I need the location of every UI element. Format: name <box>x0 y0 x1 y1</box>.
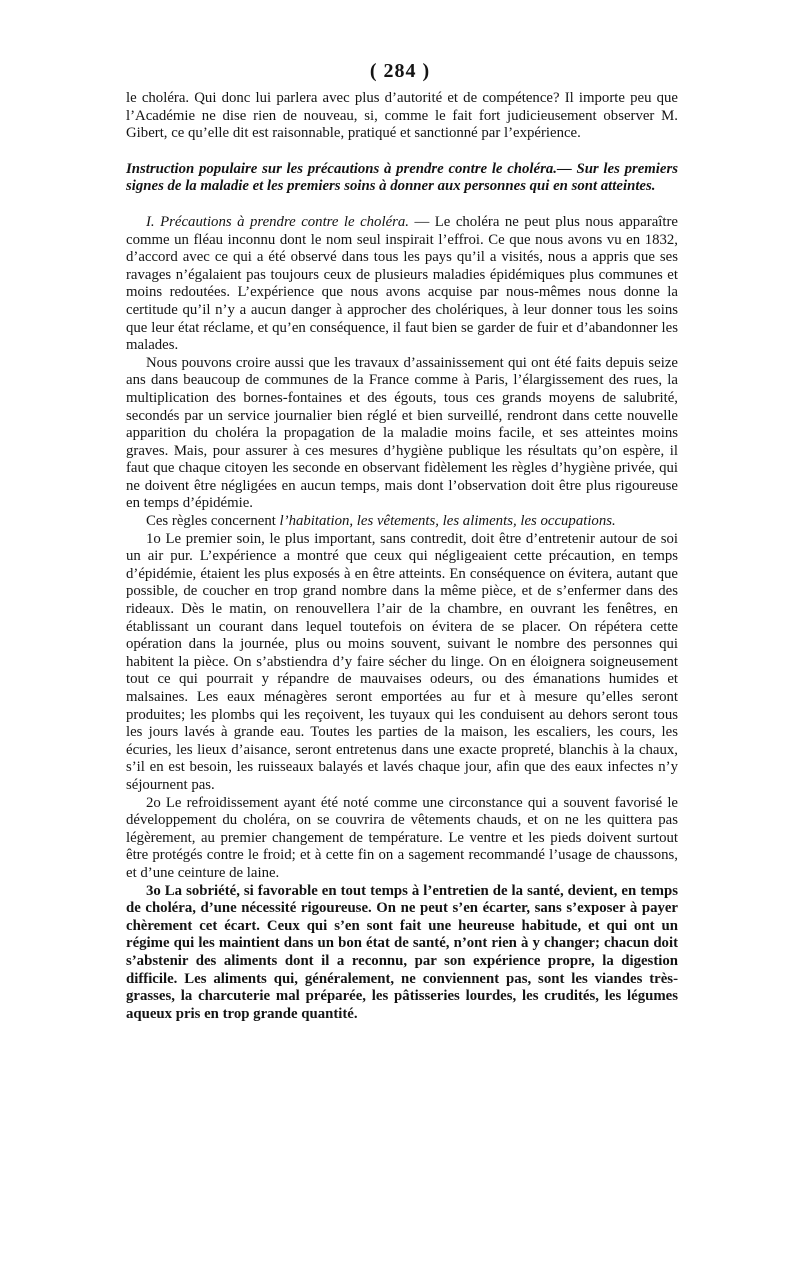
page-body <box>126 90 678 1023</box>
regles-paragraph <box>126 513 678 531</box>
spacer <box>126 196 678 214</box>
opening-paragraph: le choléra. Qui donc lui parlera avec plus d’autorité et de compétence? Il importe peu que l’Académie ne dise rien de nouveau, si, comme le fait fort judicieusement observer M. Gibert, ce qu’elle dit est raisonnable, pratiqué et sanctionné par l’expérience. <box>126 90 678 142</box>
regles-italic: l’habitation, les vêtements, les aliments, les occupations. <box>279 513 616 530</box>
point-2-paragraph: 2o Le refroidissement ayant été noté comme une circonstance qui a souvent favorisé le développement du choléra, on se couvrira de vêtements chauds, et on ne les quittera pas légèrement, au premier changement de température. Le ventre et les pieds doivent surtout être protégés contre le froid; et à cette fin on a sagement recommandé l’usage de chaussons, et d’une ceinture de laine. <box>126 794 678 881</box>
section-1-text: — Le choléra ne peut plus nous apparaître comme un fléau inconnu dont le nom seul inspirait l’effroi. Ce que nous avons vu en 1832, d’accord avec ce qui a été observé dans tous les pays qu’il a visités, nous a appris que ses ravages n’égalaient pas toujours ceux de plusieurs maladies épidémiques plus communes et moins redoutées. L’expérience que nous avons acquise par nous-mêmes nous donne la certitude qu’il n’y a aucun danger à approcher des cholériques, à leur donner tous les soins que leur état réclame, et qu’en conséquence, il faut bien se garder de fuir et d’abandonner les malades. <box>126 213 678 354</box>
spacer <box>126 143 678 161</box>
regles-lead: Ces règles concernent <box>146 513 280 530</box>
point-1-paragraph: 1o Le premier soin, le plus important, sans contredit, doit être d’entretenir autour de soi un air pur. L’expérience a montré que ceux qui négligeaient cette précaution, en temps d’épidémie, étaient les plus exposés à en être atteints. En conséquence on évitera, autant que possible, de coucher en trop grand nombre dans la même pièce, et de s’enfermer dans des rideaux. Dès le matin, on renouvellera l’air de la chambre, en ouvrant les fenêtres, en établissant un courant dans lequel toutefois on évitera de se placer. On répétera cette opération dans la journée, plus ou moins souvent, suivant le nombre des personnes qui habitent la pièce. On s’abstiendra d’y faire sécher du linge. On en éloignera soigneusement tout ce qui pourrait y répandre de mauvaises odeurs, ou des émanations humides et malsaines. Les eaux ménagères seront emportées au fur et à mesure qu’elles seront produites; les plombs qui les reçoivent, les tuyaux qui les conduisent au dehors seront tous les jours lavés à grande eau. Toutes les parties de la maison, les escaliers, les cours, les écuries, les lieux d’aisance, seront entretenus dans une exacte propreté, blanchis à la chaux, s’il en est besoin, les ruisseaux balayés et lavés chaque jour, afin que des eaux infectes n’y séjournent pas. <box>126 530 678 793</box>
instruction-title: Instruction populaire sur les précautions à prendre contre le choléra.— Sur les premiers signes de la maladie et les premiers soins à donner aux personnes qui en sont atteintes. <box>126 160 678 195</box>
assainissement-paragraph: Nous pouvons croire aussi que les travaux d’assainissement qui ont été faits depuis seize ans dans beaucoup de communes de la France comme à Paris, l’élargissement des rues, la multiplication des bornes-fontaines et des égouts, tous ces grands moyens de salubrité, secondés par un service journalier bien réglé et bien surveillé, rendront dans cette nouvelle apparition du choléra la propagation de la maladie moins facile, et ses atteintes moins graves. Mais, pour assurer à ces mesures d’hygiène publique les résultats qu’on espère, il faut que chaque citoyen les seconde en observant fidèlement les règles d’hygiène privée, qui ne doivent être négligées en aucun temps, mais dont l’observation doit être plus rigoureuse en temps d’épidémie. <box>126 354 678 512</box>
section-1-paragraph <box>126 214 678 355</box>
page-number: ( 284 ) <box>369 60 431 82</box>
section-1-heading: I. Précautions à prendre contre le choléra. <box>146 213 409 230</box>
point-3-paragraph: 3o La sobriété, si favorable en tout temps à l’entretien de la santé, devient, en temps de choléra, d’une nécessité rigoureuse. On ne peut s’en écarter, sans s’exposer à payer chèrement cet écart. Ceux qui s’en sont fait une heureuse habitude, et qui ont un régime qui les maintient dans un bon état de santé, n’ont rien à y changer; chacun doit s’abstenir des aliments dont il a reconnu, par son expérience propre, la digestion difficile. Les aliments qui, généralement, ne conviennent pas, sont les viandes très-grasses, la charcuterie mal préparée, les pâtisseries lourdes, les crudités, les légumes aqueux pris en trop grande quantité. <box>126 882 678 1022</box>
